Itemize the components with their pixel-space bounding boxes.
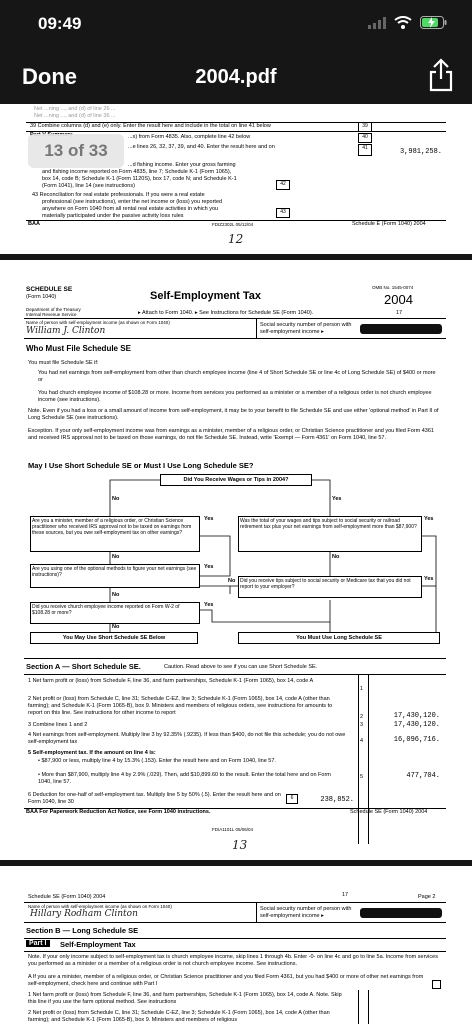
line-2: 2 Net profit or (loss) from Schedule C, line 31; Schedule C-EZ, line 3; Schedule K-1 (Form 1065), box 14, code A (other than farming); and Schedule K-1 (Form 1065-B), box 9. Ministers and members of religious — [28, 1010, 330, 1023]
line-number: 1 — [360, 686, 364, 692]
page-number: 13 — [232, 838, 248, 852]
form-label: (Form 1040) — [26, 294, 57, 300]
line-40: ...s) from Form 4835. Also, complete line 42 below — [128, 134, 251, 140]
flow-q-wages: Did You Receive Wages or Tips in 2004? — [160, 474, 312, 486]
line-5: 5 Self-employment tax. If the amount on line 4 is: — [28, 750, 156, 756]
line-2: 2 Net profit or (loss) from Schedule C, line 31; Schedule C-EZ, line 3; Schedule K-1 (Form 1065), box 14, code A (other than farming); and Schedule K-1 (Form 1065-B), box 9. Ministers and members of religious orders, see instructions for amounts to report on this line. See instructions for other income to report — [28, 696, 333, 716]
flow-result-long: You Must Use Long Schedule SE — [238, 632, 440, 644]
flow-yes: Yes — [204, 516, 214, 522]
note-text: Note. If your only income subject to self-employment tax is church employee income, skip lines 1 through 4b. Enter -0- on line 4c and go to line 5a. Income from services you performed as a minister or a member of a religious order is not church employee income. See instructions. — [28, 954, 438, 967]
flow-no: No — [112, 624, 120, 630]
line-number: 6 — [286, 794, 298, 804]
line-number: 4 — [360, 738, 364, 744]
line-5a: • $87,900 or less, multiply line 4 by 15.3% (.153). Enter the result here and on Form 1040, line 57. — [38, 758, 276, 764]
page-label: Page 2 — [418, 894, 436, 900]
taxpayer-name: William J. Clinton — [26, 326, 106, 336]
omb-number: OMB No. 1545-0074 — [372, 285, 414, 290]
exception-text: Exception. If your only self-employment income was from earnings as a minister, member of a religious order, or Christian Science practitioner and you filed Form 4361 and received IRS approval not to be taxed on those earnings, do not file Schedule SE. Instead, write 'Exempt — Form 4361' on Form 1040, line 57. — [28, 428, 434, 441]
share-icon[interactable] — [428, 58, 454, 92]
line-number: 5 — [360, 774, 364, 780]
flow-q-church: Did you receive church employee income reported on Form W-2 of $108.28 or more? — [30, 602, 200, 624]
line-3-amount: 17,430,120. — [393, 721, 440, 729]
line-5b: • More than $87,900, multiply line 4 by 2.9% (.029). Then, add $10,899.60 to the result. Enter the total here and on Form 1040, line 57. — [38, 772, 331, 785]
line-1: 1 Net farm profit or (loss) from Schedule F, line 36, and farm partnerships, Schedule K-1 (Form 1065), box 14, code A — [28, 678, 314, 684]
sequence-number: 17 — [342, 892, 349, 898]
sequence-number: 17 — [396, 310, 403, 316]
pdf-page-14 — [0, 866, 472, 1024]
line-43: materially participated under the passive activity loss rules — [42, 213, 184, 219]
flow-yes: Yes — [204, 602, 214, 608]
section-a-heading: Section A — Short Schedule SE. — [26, 662, 141, 671]
line-1: 1 Net farm profit or (loss) from Schedule F, line 36, and farm partnerships, Schedule K-1 (Form 1065), box 14, code A. Note. Skip this line if you use the farm optional method. See instructions — [28, 992, 342, 1005]
taxpayer-name: Hillary Rodham Clinton — [30, 909, 138, 919]
battery-charging-icon — [420, 16, 448, 29]
may-i-heading: May I Use Short Schedule SE or Must I Use Long Schedule SE? — [28, 461, 254, 470]
page-number: 12 — [228, 232, 244, 246]
tax-year: 2004 — [384, 292, 413, 307]
schedule-label: SCHEDULE SE — [26, 286, 73, 293]
line-4-amount: 16,096,716. — [393, 736, 440, 744]
line-39: 39 Combine columns (d) and (e) only. Enter the result here and include in the total on line 41 below — [30, 123, 271, 129]
line-41: ...e lines 26, 32, 37, 39, and 40. Enter the result here and on — [128, 144, 275, 150]
note-text: Note. Even if you had a loss or a small amount of income from self-employment, it may be to your benefit to file Schedule SE and use either 'optional method' in Part II of Long Schedule SE (see instructions). — [28, 408, 439, 421]
footer-baa: BAA For Paperwork Reduction Act Notice, see Form 1040 instructions. — [26, 809, 211, 815]
footer-form: Schedule E (Form 1040) 2004 — [352, 221, 426, 227]
form-title: Self-Employment Tax — [150, 290, 262, 302]
pdf-page-13 — [0, 260, 472, 860]
flow-yes: Yes — [424, 576, 434, 582]
footer-baa: BAA — [28, 221, 40, 227]
ssn-redacted — [360, 908, 442, 918]
faded-line: Net ...ning ..., and (d) of line 26 ... — [34, 106, 116, 112]
line-3: 3 Combine lines 1 and 2 — [28, 722, 88, 728]
section-a-caution: Caution. Read above to see if you can use Short Schedule SE. — [164, 664, 318, 670]
line-2-amount: 17,430,120. — [393, 712, 440, 720]
part-i-title: Self-Employment Tax — [60, 940, 136, 949]
flow-yes: Yes — [424, 516, 434, 522]
flow-q-tips: Did you receive tips subject to social security or Medicare tax that you did not report to your employer? — [238, 576, 422, 598]
footer-code: FDIZ2302L 05/12/04 — [212, 222, 254, 227]
footer-code: FDIA1101L 05/06/04 — [212, 827, 254, 832]
flow-no: No — [112, 592, 120, 598]
name-label: Name of person with self-employment income (as shown on Form 1040) — [26, 320, 170, 325]
line-42: ...d fishing income. Enter your gross farming — [128, 162, 236, 168]
irs-label: Internal Revenue Service — [26, 312, 77, 317]
status-bar — [0, 0, 472, 52]
bullet-1: You had net earnings from self-employment from other than church employee income (line 4 of Short Schedule SE or line 4c of Long Schedule SE) of $400 or more or — [38, 370, 436, 383]
dept-label: Department of the Treasury — [26, 307, 81, 312]
flowchart-lines — [0, 260, 472, 860]
line-43: anywhere on Form 1040 from all rental real estate activities in which you — [42, 206, 219, 212]
pdf-page-12: Net ...ning ..., and (d) of line 26 ... Net ...ning ..., and (d) of line 36 ... 39 Combine columns (d) and (e) only. Enter the result here and include in the total on line 41 below 39 ...s) from Form 4835. Also, complete line 42 below 40 ...e lines 26, 32, 37, 39, and 40. Enter the result here and on 41 3,981,258. ...d fishing income. Enter your gross farming and fishing income reported on Form 4835, line 7; Schedule K-1 (Form 1065), box 14, code B; Schedule K-1 (Form 1120S), box 17, code N; and Schedule K-1 (Form 1041), line 14 (see instructions) 42 43 Reconciliation for real estate professionals. If you were a real estate professional (see instructions), enter the net income or (loss) you reported anywhere on Form 1040 from all rental real estate activities in which you materially participated under the passive activity loss rules 43 BAA FDIZ2302L 05/12/04 Schedule E (Form 1040) 2004 12 13 of 33 — [0, 104, 472, 254]
line-43: professional (see instructions), enter the net income or (loss) you reported — [42, 199, 223, 205]
flow-no: No — [228, 578, 236, 584]
line-a: A If you are a minister, member of a religious order, or Christian Science practitioner and you filed Form 4361, but you had $400 or more of other net earnings from self-employment, check here and continue with Part I — [28, 974, 424, 987]
flow-no: No — [332, 554, 340, 560]
line-43: 43 Reconciliation for real estate professionals. If you were a real estate — [32, 192, 205, 198]
faded-line: Net ...ning ..., and (d) of line 36 ... — [34, 113, 116, 119]
footer-form: Schedule SE (Form 1040) 2004 — [350, 809, 428, 815]
line-a-checkbox[interactable] — [432, 980, 441, 989]
bullet-2: You had church employee income of $108.28 or more. Income from services you performed as a minister or a member of a religious order is not church employee income (see instructions). — [38, 390, 432, 403]
ssn-label: Social security number of person with self-employment income ▸ — [260, 906, 352, 919]
name-label: Name of person with self-employment income (as shown on Form 1040) — [28, 904, 172, 909]
document-title: 2004.pdf — [195, 66, 277, 88]
flow-result-short: You May Use Short Schedule SE Below — [30, 632, 198, 644]
flow-q-minister: Are you a minister, member of a religious order, or Christian Science practitioner who received IRS approval not to be taxed on earnings from these sources, but you owe self-employment tax on other earnings? — [30, 516, 200, 552]
flow-no: No — [112, 496, 120, 502]
flow-yes: Yes — [204, 564, 214, 570]
clock: 09:49 — [38, 14, 82, 33]
line-42: box 14, code B; Schedule K-1 (Form 1120S), box 17, code N; and Schedule K-1 — [42, 176, 237, 182]
line-6: 6 Deduction for one-half of self-employment tax. Multiply line 5 by 50% (.5). Enter the result here and on Form 1040, line 30 — [28, 792, 281, 805]
flow-q-wages-total: Was the total of your wages and tips subject to social security or railroad retirement tax plus your net earnings from self-employment more than $87,900? — [238, 516, 422, 552]
nav-bar — [0, 52, 472, 108]
line-42: (Form 1041), line 14 (see instructions) — [42, 183, 135, 189]
line-5-amount: 477,704. — [406, 772, 440, 780]
must-file-if: You must file Schedule SE if: — [28, 360, 99, 366]
section-b-heading: Section B — Long Schedule SE — [26, 926, 139, 935]
line-4: 4 Net earnings from self-employment. Multiply line 3 by 92.35% (.9235). If less than $400, do not file this schedule; you do not owe self-employment tax — [28, 732, 346, 745]
flow-q-optional: Are you using one of the optional methods to figure your net earnings (see instructions)? — [30, 564, 200, 588]
wifi-icon — [394, 16, 412, 29]
line-number: 2 — [360, 714, 364, 720]
flow-yes: Yes — [332, 496, 342, 502]
part-i-tag: Part I — [26, 940, 50, 947]
cellular-signal-icon — [368, 17, 386, 29]
page-indicator: 13 of 33 — [28, 134, 124, 168]
flow-no: No — [112, 554, 120, 560]
line-number: 3 — [360, 722, 364, 728]
who-must-file-heading: Who Must File Schedule SE — [26, 344, 131, 353]
line-41-amount: 3,981,258. — [399, 148, 442, 156]
line-6-amount: 238,852. — [320, 796, 354, 804]
ssn-label: Social security number of person with self-employment income ▸ — [260, 322, 352, 335]
line-42: and fishing income reported on Form 4835, line 7; Schedule K-1 (Form 1065), — [42, 169, 232, 175]
attach-instruction: ▸ Attach to Form 1040. ▸ See Instructions for Schedule SE (Form 1040). — [138, 310, 314, 316]
page-header: Schedule SE (Form 1040) 2004 — [28, 894, 106, 900]
done-button[interactable]: Done — [22, 64, 77, 89]
